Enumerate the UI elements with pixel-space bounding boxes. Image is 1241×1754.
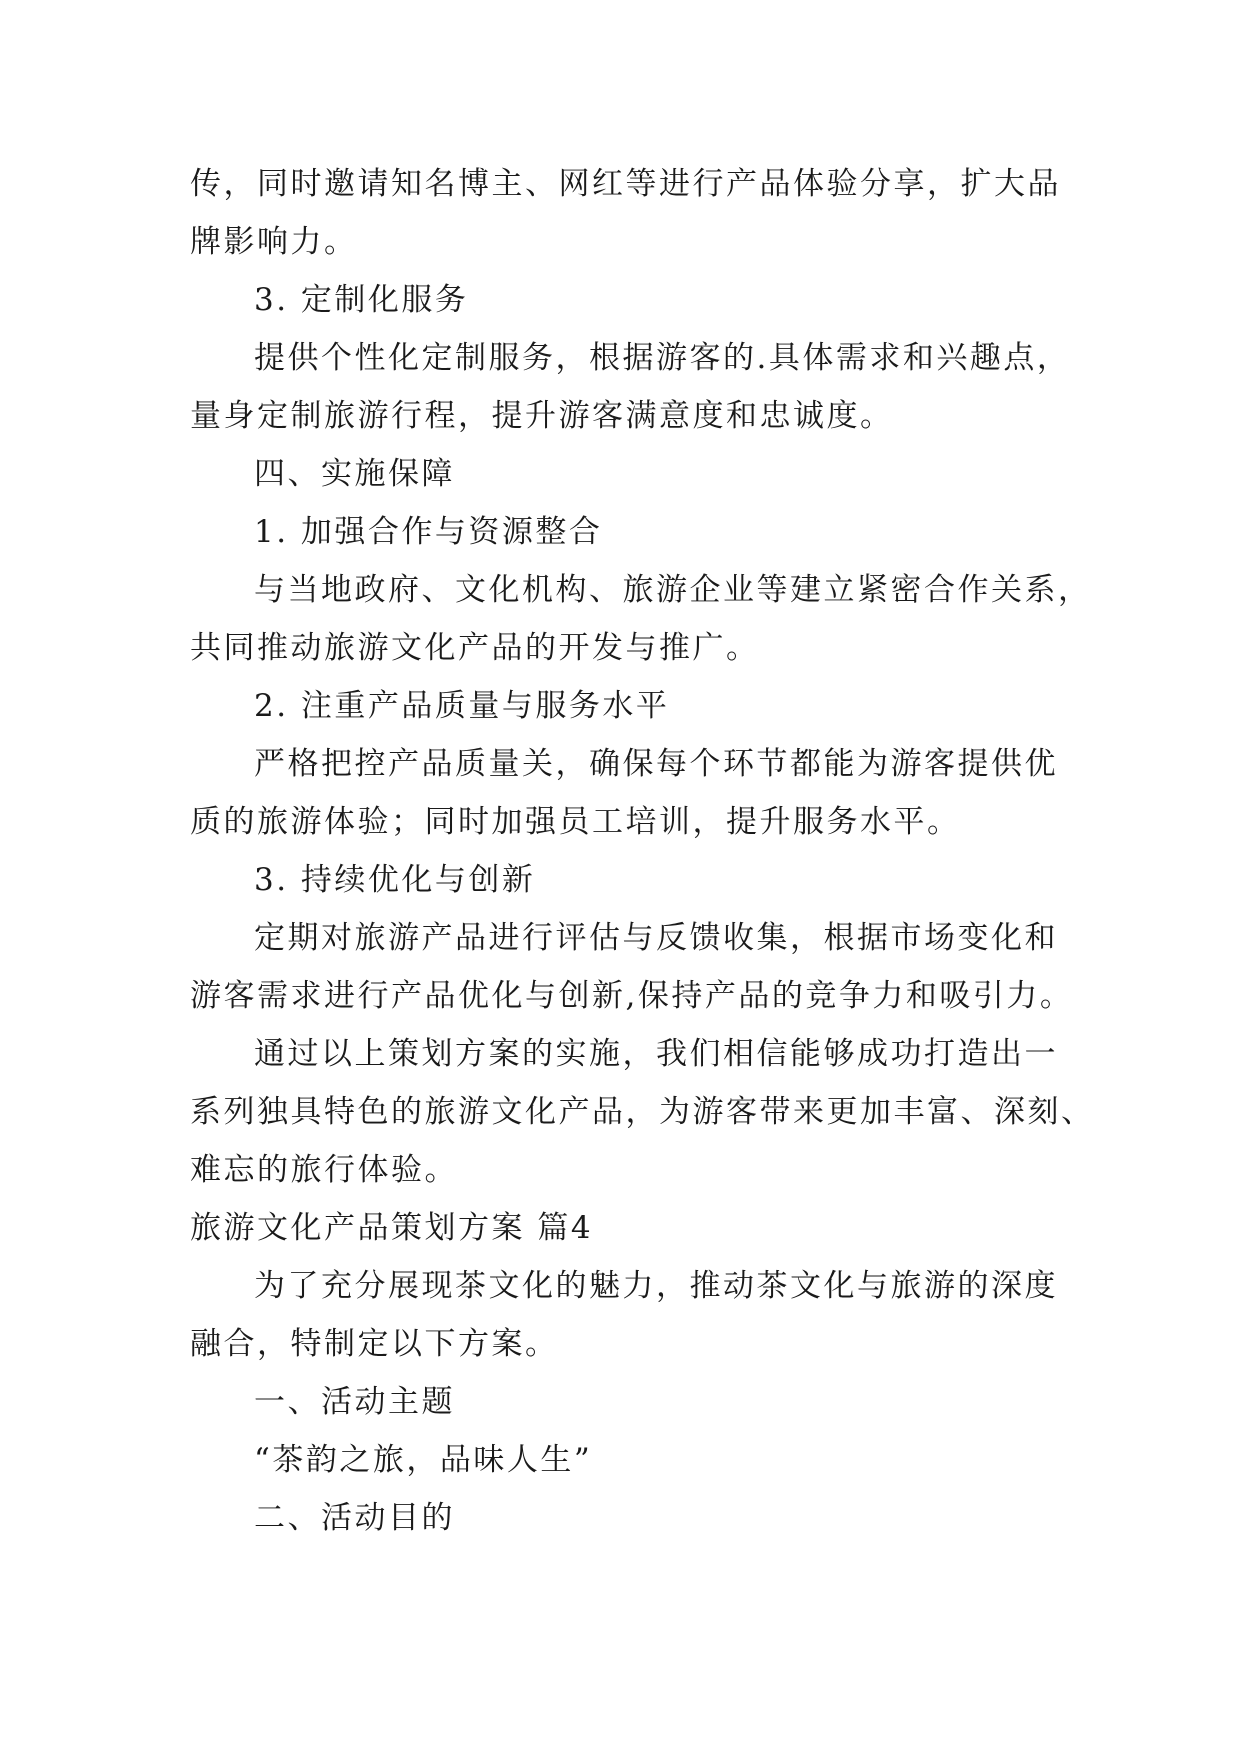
section-heading: 一、活动主题 — [254, 1384, 455, 1420]
section-heading: 二、活动目的 — [254, 1500, 455, 1536]
text-line: 为了充分展现茶文化的魅力，推动茶文化与旅游的深度 — [254, 1268, 1058, 1304]
text-line: 定期对旅游产品进行评估与反馈收集，根据市场变化和 — [254, 920, 1058, 956]
text-line: 质的旅游体验；同时加强员工培训，提升服务水平。 — [190, 804, 961, 840]
text-line: 牌影响力。 — [190, 224, 358, 260]
text-line: 通过以上策划方案的实施，我们相信能够成功打造出一 — [254, 1036, 1058, 1072]
document-title: 旅游文化产品策划方案 篇4 — [190, 1210, 594, 1246]
text-line: “茶韵之旅，品味人生” — [254, 1442, 593, 1478]
text-line: 与当地政府、文化机构、旅游企业等建立紧密合作关系， — [254, 572, 1092, 608]
text-line: 共同推动旅游文化产品的开发与推广。 — [190, 630, 760, 666]
section-heading: 1. 加强合作与资源整合 — [254, 514, 603, 550]
document-body — [190, 155, 1095, 1547]
text-line: 量身定制旅游行程，提升游客满意度和忠诚度。 — [190, 398, 894, 434]
section-heading: 3. 持续优化与创新 — [254, 862, 536, 898]
text-line: 传，同时邀请知名博主、网红等进行产品体验分享，扩大品 — [190, 166, 1061, 202]
text-line: 融合，特制定以下方案。 — [190, 1326, 559, 1362]
text-line: 提供个性化定制服务，根据游客的.具体需求和兴趣点， — [254, 340, 1071, 376]
text-line: 难忘的旅行体验。 — [190, 1152, 458, 1188]
section-heading: 2. 注重产品质量与服务水平 — [254, 688, 670, 724]
section-heading: 四、实施保障 — [254, 456, 455, 492]
section-heading: 3. 定制化服务 — [254, 282, 469, 318]
text-line: 系列独具特色的旅游文化产品，为游客带来更加丰富、深刻、 — [190, 1094, 1095, 1130]
text-line: 游客需求进行产品优化与创新,保持产品的竞争力和吸引力。 — [190, 978, 1074, 1014]
text-line: 严格把控产品质量关，确保每个环节都能为游客提供优 — [254, 746, 1058, 782]
